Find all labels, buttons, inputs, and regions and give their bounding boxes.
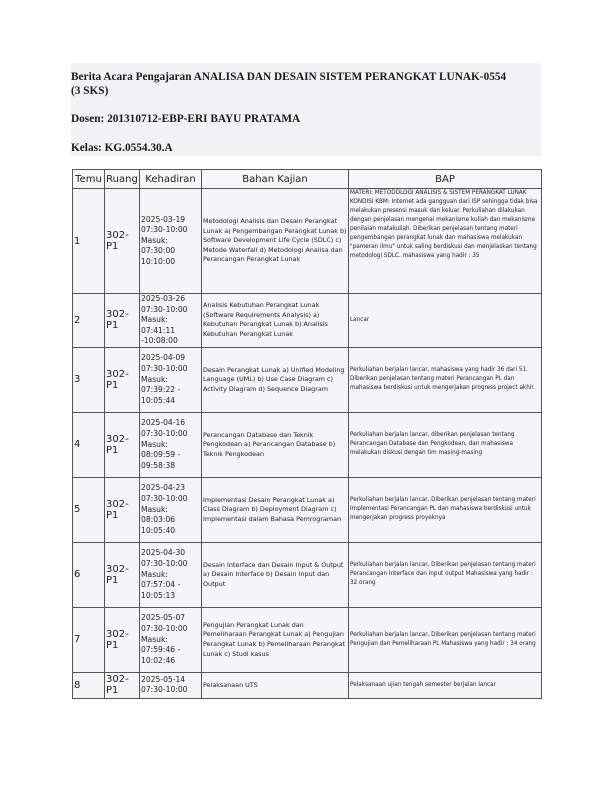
header-bahan-kajian: Bahan Kajian: [202, 170, 349, 189]
cell-bap: Perkuliahan berjalan lancar, diberikan penjelasan tentang Perancangan Database dan Pengkodean, dan mahasiswa melakukan diskusi dengan tim masing-masing: [349, 412, 542, 477]
cell-bahan-kajian: Pelaksanaan UTS: [202, 672, 349, 698]
table-header-row: [73, 170, 542, 189]
table-row: [73, 294, 542, 348]
cell-ruang: 302-P1: [105, 542, 140, 607]
header-temu: Temu: [73, 170, 105, 189]
document-header: [71, 63, 541, 156]
table-row: [73, 542, 542, 607]
table-row: [73, 412, 542, 477]
cell-bap: Perkuliahan berjalan lancar, Diberikan penjelasan tentang materi Pengujian dan Pemeliharaan PL Mahasiswa yang hadir : 34 orang: [349, 607, 542, 672]
cell-temu: 3: [73, 347, 105, 412]
lecturer-line: Dosen: 201310712-EBP-ERI BAYU PRATAMA: [71, 113, 301, 125]
header-bap: BAP: [349, 170, 542, 189]
cell-bahan-kajian: Desain Perangkat Lunak a) Unified Modeling Language (UML) b) Use Case Diagram c) Activity Diagram d) Sequence Diagram: [202, 347, 349, 412]
cell-kehadiran: 2025-05-14 07:30-10:00: [140, 672, 202, 698]
cell-bahan-kajian: Implementasi Desain Perangkat Lunak a) Class Diagram b) Deployment Diagram c) Implementasi dalam Bahasa Pemrograman: [202, 477, 349, 542]
cell-kehadiran: 2025-04-16 07:30-10:00 Masuk: 08:09:59 - 09:58:38: [140, 412, 202, 477]
cell-kehadiran: 2025-04-09 07:30-10:00 Masuk: 07:39:22 - 10:05:44: [140, 347, 202, 412]
cell-bap: Perkuliahan berjalan lancar, Diberikan penjelasan tentang materi Perancangan Interface dan input output Mahasiswa yang hadir : 32 orang: [349, 542, 542, 607]
table-row: [73, 477, 542, 542]
cell-ruang: 302-P1: [105, 189, 140, 294]
cell-temu: 2: [73, 294, 105, 348]
table-row: [73, 347, 542, 412]
cell-bap: Perkuliahan berjalan lancar, Diberikan penjelasan tentang materi Implementasi Perancangan PL dan mahasiswa berdiskusi untuk mengerjakan progress proyeknya: [349, 477, 542, 542]
cell-bap: Lancar: [349, 294, 542, 348]
cell-bap: MATERI: METODOLOGI ANALISIS & SISTEM PERANGKAT LUNAK KONDISI KBM: Internet ada gangguan dari ISP sehingga tidak bisa melakukan presensi masuk dan keluar. Perkuliahan dilakukan dengan penjelasan mengenai mekanisme kuliah dan mekanisme penilaian matakuliah. Diberikan penjelasan tentang materi pengembangan perangkat lunak dan mahasiswa melakukan "pameran ilmu" untuk saling berdiskusi dan menjelaskan tentang metodologi SDLC. mahasiswa yang hadir : 35: [349, 189, 542, 294]
cell-temu: 7: [73, 607, 105, 672]
cell-temu: 1: [73, 189, 105, 294]
cell-bap: Perkuliahan berjalan lancar, mahasiswa yang hadir 36 dari 51. Diberikan penjelasan tentang materi Perancangan PL dan mahasiswa berdiskusi untuk mengerjakan progress project akhir.: [349, 347, 542, 412]
cell-ruang: 302-P1: [105, 412, 140, 477]
cell-ruang: 302-P1: [105, 347, 140, 412]
cell-kehadiran: 2025-03-26 07:30-10:00 Masuk: 07:41:11 -10:08:00: [140, 294, 202, 348]
table-row: [73, 189, 542, 294]
cell-temu: 5: [73, 477, 105, 542]
cell-kehadiran: 2025-03-19 07:30-10:00 Masuk: 07:30:00 10:10:00: [140, 189, 202, 294]
cell-kehadiran: 2025-05-07 07:30-10:00 Masuk: 07:59:46 - 10:02:46: [140, 607, 202, 672]
cell-ruang: 302-P1: [105, 672, 140, 698]
cell-bahan-kajian: Perancangan Database dan Teknik Pengkodean a) Perancangan Database b) Teknik Pengkodean: [202, 412, 349, 477]
table-row: [73, 672, 542, 698]
cell-ruang: 302-P1: [105, 607, 140, 672]
cell-bap: Pelaksanaan ujian tengah semester berjalan lancar: [349, 672, 542, 698]
cell-temu: 8: [73, 672, 105, 698]
class-line: Kelas: KG.0554.30.A: [71, 142, 173, 154]
cell-bahan-kajian: Analisis Kebutuhan Perangkat Lunak (Software Requirements Analysis) a) Kebutuhan Perangkat Lunak b) Analisis Kebutuhan Perangkat Lunak: [202, 294, 349, 348]
cell-ruang: 302-P1: [105, 294, 140, 348]
table-row: [73, 607, 542, 672]
cell-bahan-kajian: Desain Interface dan Desain Input & Output a) Desain Interface b) Desain Input dan Output: [202, 542, 349, 607]
header-kehadiran: Kehadiran: [140, 170, 202, 189]
cell-kehadiran: 2025-04-30 07:30-10:00 Masuk: 07:57:04 - 10:05:13: [140, 542, 202, 607]
course-title: Berita Acara Pengajaran ANALISA DAN DESAIN SISTEM PERANGKAT LUNAK-0554: [71, 71, 507, 83]
cell-temu: 4: [73, 412, 105, 477]
course-credits: (3 SKS): [71, 85, 109, 97]
cell-bahan-kajian: Pengujian Perangkat Lunak dan Pemeliharaan Perangkat Lunak a) Pengujian Perangkat Lunak b) Pemeliharaan Perangkat Lunak c) Studi kasus: [202, 607, 349, 672]
attendance-table: [72, 169, 542, 699]
cell-ruang: 302-P1: [105, 477, 140, 542]
header-ruang: Ruang: [105, 170, 140, 189]
cell-temu: 6: [73, 542, 105, 607]
cell-bahan-kajian: Metodologi Analisis dan Desain Perangkat Lunak a) Pengembangan Perangkat Lunak b) Software Development Life Cycle (SDLC) c) Metode Waterfall d) Metodologi Analisa dan Perancangan Perangkat Lunak: [202, 189, 349, 294]
cell-kehadiran: 2025-04-23 07:30-10:00 Masuk: 08:03:06 10:05:40: [140, 477, 202, 542]
